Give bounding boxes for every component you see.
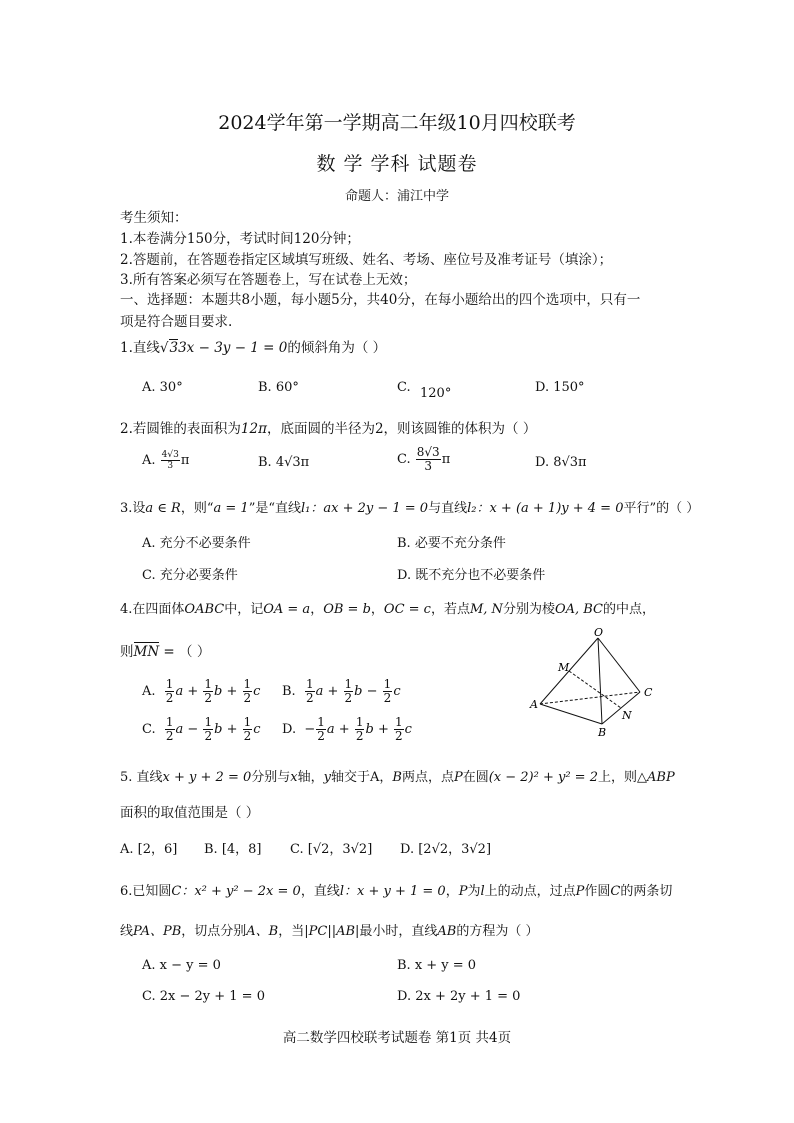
q4-option-d: D. − $\frac{1}{2}$ a + $\frac{1}{2}$ b + $\frac{1}{2}$ c — [282, 715, 412, 743]
page-footer: 高二数学四校联考试题卷 第1页 共4页 — [282, 1030, 512, 1046]
question-4: 4.在四面体OABC中，记OA = a，OB = b，OC = c，若点M, N分别为棱OA, BC的中点， — [120, 602, 656, 617]
q1-option-d: D. 150° — [535, 380, 585, 395]
edge-ac — [540, 692, 640, 704]
q1-tail: 的倾斜角为（ ） — [287, 340, 387, 356]
q1-option-b: B. 60° — [258, 380, 299, 395]
q3-option-d: D. 既不充分也不必要条件 — [397, 568, 546, 583]
page-subtitle: 数 学 学科 试题卷 — [316, 153, 478, 175]
q4-option-a: A. $\frac{1}{2}$ a + $\frac{1}{2}$ b + $\frac{1}{2}$ c — [142, 677, 261, 705]
section-heading-line2: 项是符合题目要求. — [120, 314, 233, 330]
q3-option-a: A. 充分不必要条件 — [142, 536, 251, 551]
q1-option-a: A. 30° — [142, 380, 183, 395]
label-c: C — [644, 686, 653, 699]
vector-oc: OC = c — [383, 602, 431, 617]
q6-option-a: A. x − y = 0 — [142, 958, 221, 973]
q3-option-c: C. 充分必要条件 — [142, 568, 238, 583]
label-a: A — [530, 698, 538, 711]
question-6: 6.已知圆C：x² + y² − 2x = 0，直线l：x + y + 1 = 0，P为l上的动点，过点P作圆C的两条切 — [120, 884, 673, 899]
q2-option-c: C. $\frac{8√3}{3}$ π — [397, 445, 451, 473]
q2-option-b: B. 4√3π — [258, 455, 310, 470]
edge-ab — [540, 704, 602, 724]
section-heading-line1: 一、选择题：本题共8小题，每小题5分，共40分，在每小题给出的四个选项中，只有一 — [120, 292, 641, 308]
q1-option-c-value: 120° — [420, 386, 452, 401]
label-o: O — [594, 626, 604, 639]
q4-option-b: B. $\frac{1}{2}$ a + $\frac{1}{2}$ b − $\frac{1}{2}$ c — [282, 677, 401, 705]
edge-oc — [598, 638, 640, 692]
q6-option-c: C. 2x − 2y + 1 = 0 — [142, 989, 265, 1004]
question-5: 5. 直线x + y + 2 = 0分别与x轴，y轴交于A，B两点，点P在圆(x − 2)² + y² = 2上，则△ABP — [120, 770, 675, 785]
tetrahedron-figure — [528, 626, 660, 738]
author-line: 命题人：浦江中学 — [344, 189, 449, 204]
q6-option-b: B. x + y = 0 — [397, 958, 477, 973]
q2-area: 12π — [240, 421, 267, 437]
q2-text-1: 2.若圆锥的表面积为 — [120, 421, 241, 437]
q6-option-d: D. 2x + 2y + 1 = 0 — [397, 989, 521, 1004]
question-1 — [120, 336, 386, 356]
q4-option-c: C. $\frac{1}{2}$ a − $\frac{1}{2}$ b + $\frac{1}{2}$ c — [142, 715, 261, 743]
edge-ob — [598, 638, 602, 724]
page-title: 2024学年第一学期高二年级10月四校联考 — [218, 112, 576, 134]
q5-option-a: A. [2，6] — [120, 842, 178, 857]
q5-option-b: B. [4，8] — [204, 842, 262, 857]
q5-option-d: D. [2√2，3√2] — [400, 842, 492, 857]
question-2 — [120, 417, 536, 437]
question-3: 3.设a ∈ R，则“a = 1”是“直线l₁：ax + 2y − 1 = 0与直线l₂：x + (a + 1)y + 4 = 0平行”的（ ） — [120, 501, 700, 516]
vector-mn: MN — [133, 644, 160, 660]
q5-option-c: C. [√2，3√2] — [290, 842, 373, 857]
q2-option-d: D. 8√3π — [535, 455, 587, 470]
segment-mn — [569, 671, 621, 708]
notice-heading: 考生须知： — [120, 210, 188, 226]
q1-equation: √33x − 3y − 1 = 0 — [159, 340, 288, 356]
notice-item-3: 3.所有答案必须写在答题卷上，写在试卷上无效； — [120, 272, 417, 288]
question-5-line2: 面积的取值范围是（ ） — [120, 805, 260, 821]
vector-oa: OA = a — [263, 602, 311, 617]
question-6-line2: 线PA、PB，切点分别A、B，当|PC||AB|最小时，直线AB的方程为（ ） — [120, 924, 539, 939]
q2-text-2: ，底面圆的半径为2，则该圆锥的体积为（ ） — [266, 421, 537, 437]
label-m: M — [558, 661, 570, 674]
vector-ob: OB = b — [323, 602, 371, 617]
label-b: B — [598, 726, 607, 738]
q2-option-a: A. $\frac{4√3}{3}$ π — [142, 450, 190, 471]
q1-option-c: C. — [397, 380, 411, 395]
notice-item-1: 1.本卷满分150分，考试时间120分钟； — [120, 231, 360, 247]
q1-number: 1.直线 — [120, 340, 160, 356]
q3-option-b: B. 必要不充分条件 — [397, 536, 506, 551]
question-4-line2: 则MN = （ ） — [120, 644, 211, 660]
notice-item-2: 2.答题前，在答题卷指定区域填写班级、姓名、考场、座位号及准考证号（填涂）； — [120, 252, 613, 268]
label-n: N — [622, 709, 632, 722]
